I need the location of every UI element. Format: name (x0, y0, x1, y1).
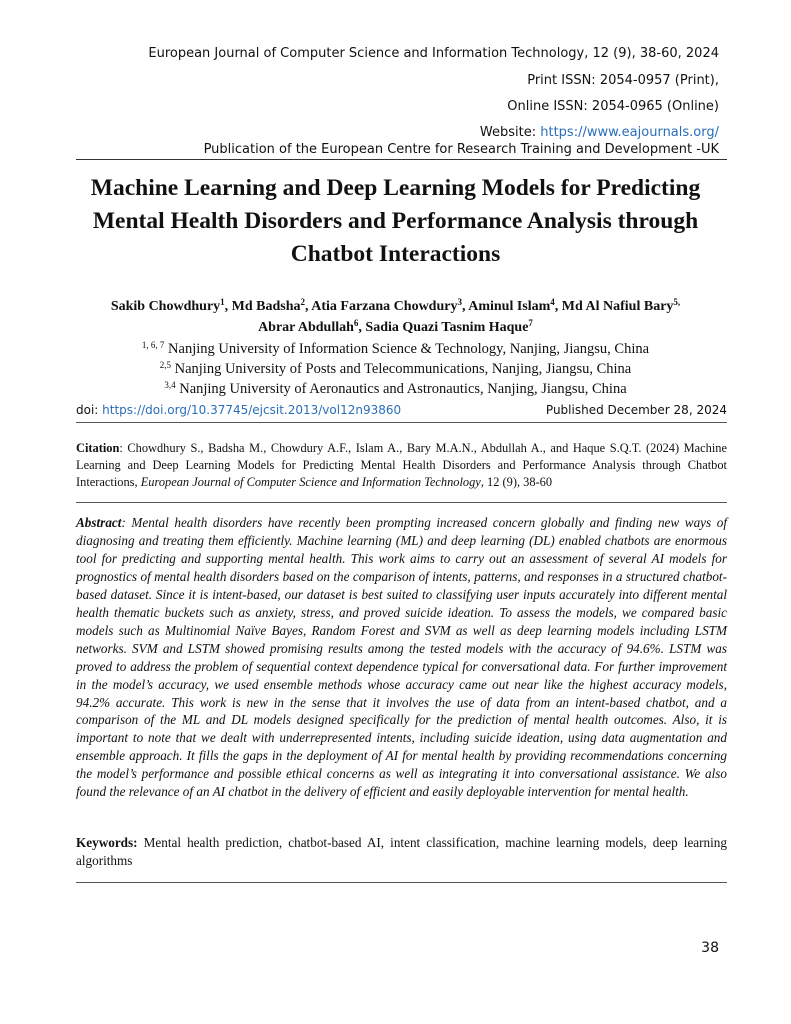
doi-label: doi: (76, 403, 103, 417)
keywords-label: Keywords: (76, 835, 138, 850)
affiliation: $^{1, 6, 7}$ Nanjing University of Information Science & Technology, Nanjing, Jiangsu, China (141, 340, 650, 357)
abstract-label: Abstract (76, 515, 122, 530)
author: Md Al Nafiul Bary$^{5,}$ (561, 297, 681, 314)
author: Abrar Abdullah$^6$, (258, 318, 366, 335)
citation-label: Citation (76, 441, 120, 455)
citation-block: Citation: Chowdhury S., Badsha M., Chowdury A.F., Islam A., Bary M.A.N., Abdullah A., and Haque S.Q.T. (2024) Machine Learning and Deep Learning Models for Predicting Mental Health Disorders and Performance Analysis through Chatbot Interactions, European Journal of Computer Science and Information Technology, 12 (9), 38-60 (76, 441, 727, 489)
author: Atia Farzana Chowdury$^3$, (311, 297, 469, 314)
header-divider (76, 159, 727, 160)
author: Sadia Quazi Tasnim Haque$^7$ (365, 318, 533, 335)
website-line (480, 125, 719, 140)
abstract-text: : Mental health disorders have recently been prompting increased concern globally and finding new ways of diagnosing and treating them efficiently. Machine learning (ML) and deep learning (DL) enabled chatbots are enormous tool for predicting and supporting mental health. This work aims to carry out an assessment of several AI models for prognostics of mental health disorders based on the comparison of intents, patterns, and responses in a structured chatbot-based dataset. Since it is intent-based, our dataset is best suited to classifying user inputs accurately into different mental health thematic buckets such as anxiety, stress, and proved suicide ideation. To assess the models, we compared basic models such as Multinomial Naïve Bayes, Random Forest and SVM as well as deep learning models including LSTM networks. SVM and LSTM showed promising results among the tested models with the accuracy of 94.6%. LSTM was proved to address the problem of sequential context dependence typical for conversational data. For further improvement in the model’s accuracy, we used ensemble methods whose accuracy came out near like the highest accuracy models, 94.2% accurate. This work is new in the sense that it involves the use of data from an intent-based chatbot, and a comparison of the ML and DL models designed specifically for the prediction of mental health outcomes. Also, it is important to note that we dealt with underrepresented intents, including suicide ideation, using data augmentation and ensemble approach. It fills the gaps in the deployment of AI for mental health by providing recommendations concerning the model’s performance and possible ethical concerns as well as integrating it into conversational assistance. We also found the relevance of an AI chatbot in the delivery of efficient and easily deployable intervention for mental health. (76, 515, 727, 800)
paper-title: Machine Learning and Deep Learning Models for Predicting Mental Health Disorders and Performance Analysis through Chatbot Interactions (90, 175, 701, 267)
citation-journal: European Journal of Computer Science and Information Technology (140, 475, 481, 489)
divider (76, 502, 727, 503)
author-list (40, 296, 751, 338)
affiliation: $^{3,4}$ Nanjing University of Aeronautics and Astronautics, Nanjing, Jiangsu, China (164, 380, 627, 397)
published-date: Published December 28, 2024 (545, 403, 727, 417)
doi-line (76, 403, 401, 417)
website-link[interactable]: https://www.eajournals.org/ (540, 125, 719, 140)
publisher-line: Publication of the European Centre for Research Training and Development -UK (203, 142, 719, 157)
doi-link[interactable]: https://doi.org/10.37745/ejcsit.2013/vol12n93860 (102, 403, 402, 417)
divider (76, 882, 727, 883)
author: Sakib Chowdhury$^1$, (110, 297, 232, 314)
online-issn: Online ISSN: 2054-0965 (Online) (507, 99, 719, 114)
keywords-text: Mental health prediction, chatbot-based AI, intent classification, machine learning models, deep learning algorithms (76, 835, 727, 868)
divider (76, 422, 727, 423)
print-issn: Print ISSN: 2054-0957 (Print), (527, 73, 719, 88)
affiliation: $^{2,5}$ Nanjing University of Posts and Telecommunications, Nanjing, Jiangsu, China (159, 360, 632, 377)
author: Aminul Islam$^4$, (468, 297, 562, 314)
author: Md Badsha$^2$, (231, 297, 312, 314)
page-number: 38 (701, 940, 719, 956)
keywords (76, 834, 727, 870)
abstract (76, 514, 727, 801)
journal-citation-line: European Journal of Computer Science and Information Technology, 12 (9), 38-60, 2024 (148, 46, 719, 61)
website-label: Website: (479, 125, 541, 140)
